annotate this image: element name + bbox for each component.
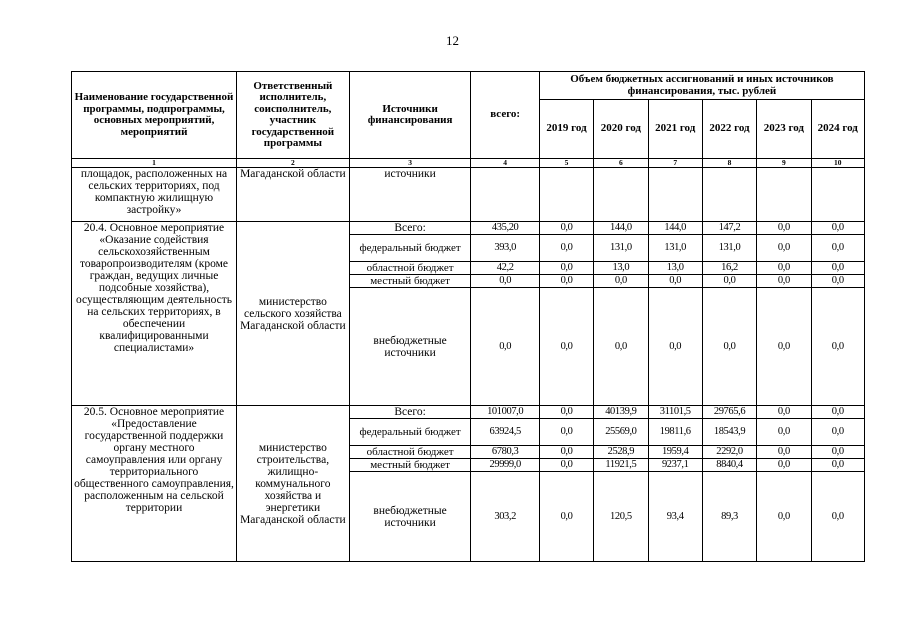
header-total: всего:	[471, 72, 539, 159]
value-cell: 0,0	[757, 459, 811, 472]
value-cell: 303,2	[471, 472, 539, 562]
column-number: 6	[594, 159, 648, 168]
value-cell: 0,0	[811, 406, 864, 419]
value-cell: 0,0	[539, 275, 593, 288]
value-cell: 31101,5	[648, 406, 702, 419]
value-cell: 0,0	[648, 288, 702, 406]
value-cell: 0,0	[757, 406, 811, 419]
value-cell: 0,0	[702, 275, 756, 288]
value-cell: 2528,9	[594, 446, 648, 459]
value-cell: 0,0	[539, 406, 593, 419]
value-cell: 40139,9	[594, 406, 648, 419]
value-cell: 0,0	[811, 262, 864, 275]
value-cell: 0,0	[811, 419, 864, 446]
value-cell: 0,0	[594, 275, 648, 288]
value-cell: 0,0	[757, 235, 811, 262]
budget-table	[71, 71, 865, 562]
source-cell: источники	[349, 168, 471, 222]
value-cell: 144,0	[594, 222, 648, 235]
value-cell: 11921,5	[594, 459, 648, 472]
value-cell: 8840,4	[702, 459, 756, 472]
value-cell: 0,0	[471, 275, 539, 288]
value-cell: 0,0	[811, 275, 864, 288]
value-cell: 0,0	[539, 446, 593, 459]
page-number: 12	[446, 33, 459, 48]
value-cell: 0,0	[811, 459, 864, 472]
value-cell: 0,0	[471, 288, 539, 406]
table-row	[72, 168, 865, 222]
header-year: 2022 год	[702, 100, 756, 159]
value-cell: 0,0	[811, 446, 864, 459]
column-number: 3	[349, 159, 471, 168]
value-cell: 19811,6	[648, 419, 702, 446]
value-cell: 0,0	[539, 459, 593, 472]
header-sources: Источники финансирования	[349, 72, 471, 159]
value-cell: 89,3	[702, 472, 756, 562]
source-cell: федеральный бюджет	[349, 419, 471, 446]
header-name: Наименование государственной программы, подпрограммы, основных мероприятий, мероприятий	[72, 72, 237, 159]
column-number: 5	[539, 159, 593, 168]
value-cell: 131,0	[648, 235, 702, 262]
column-number: 8	[702, 159, 756, 168]
header-volume: Объем бюджетных ассигнований и иных источников финансирования, тыс. рублей	[539, 72, 864, 100]
column-number: 1	[72, 159, 237, 168]
source-cell: областной бюджет	[349, 446, 471, 459]
value-cell: 2292,0	[702, 446, 756, 459]
value-cell: 131,0	[594, 235, 648, 262]
value-cell: 29999,0	[471, 459, 539, 472]
value-cell: 0,0	[648, 275, 702, 288]
value-cell: 16,2	[702, 262, 756, 275]
value-cell: 29765,6	[702, 406, 756, 419]
value-cell: 0,0	[757, 275, 811, 288]
column-number: 4	[471, 159, 539, 168]
value-cell: 0,0	[757, 419, 811, 446]
value-cell: 13,0	[594, 262, 648, 275]
value-cell: 0,0	[811, 288, 864, 406]
value-cell: 63924,5	[471, 419, 539, 446]
source-cell: местный бюджет	[349, 459, 471, 472]
value-cell: 0,0	[702, 288, 756, 406]
value-cell: 0,0	[757, 288, 811, 406]
value-cell: 0,0	[811, 235, 864, 262]
source-cell: внебюджетные источники	[349, 472, 471, 562]
source-cell: внебюджетные источники	[349, 288, 471, 406]
source-cell: Всего:	[349, 406, 471, 419]
value-cell: 0,0	[811, 222, 864, 235]
table-row	[72, 222, 865, 235]
header-year: 2021 год	[648, 100, 702, 159]
value-cell: 147,2	[702, 222, 756, 235]
value-cell: 0,0	[539, 288, 593, 406]
value-cell: 0,0	[539, 235, 593, 262]
value-cell: 0,0	[539, 472, 593, 562]
column-number: 2	[237, 159, 350, 168]
source-cell: местный бюджет	[349, 275, 471, 288]
value-cell: 0,0	[811, 472, 864, 562]
source-cell: областной бюджет	[349, 262, 471, 275]
value-cell: 393,0	[471, 235, 539, 262]
value-cell: 0,0	[539, 262, 593, 275]
value-cell: 120,5	[594, 472, 648, 562]
value-cell: 144,0	[648, 222, 702, 235]
header-year: 2019 год	[539, 100, 593, 159]
value-cell: 6780,3	[471, 446, 539, 459]
value-cell: 9237,1	[648, 459, 702, 472]
column-number: 10	[811, 159, 864, 168]
table-row	[72, 406, 865, 419]
value-cell: 0,0	[594, 288, 648, 406]
column-number-row	[72, 159, 865, 168]
value-cell: 0,0	[757, 446, 811, 459]
program-name-cell: 20.5. Основное мероприятие «Предоставление государственной поддержки органу местного самоуправления или органу территориального общественного самоуправления, расположенным на сельской территории	[72, 406, 237, 562]
value-cell: 0,0	[757, 262, 811, 275]
value-cell: 435,20	[471, 222, 539, 235]
value-cell: 13,0	[648, 262, 702, 275]
value-cell: 1959,4	[648, 446, 702, 459]
value-cell: 18543,9	[702, 419, 756, 446]
source-cell: федеральный бюджет	[349, 235, 471, 262]
header-year: 2020 год	[594, 100, 648, 159]
value-cell: 101007,0	[471, 406, 539, 419]
header-executor: Ответственный исполнитель, соисполнитель, участник государственной программы	[237, 72, 350, 159]
value-cell: 0,0	[757, 222, 811, 235]
executor-cell: министерство строительства, жилищно-коммунального хозяйства и энергетики Магаданской области	[237, 406, 350, 562]
header-year: 2024 год	[811, 100, 864, 159]
value-cell: 25569,0	[594, 419, 648, 446]
value-cell: 0,0	[539, 222, 593, 235]
program-name-cell: площадок, расположенных на сельских территориях, под компактную жилищную застройку»	[72, 168, 237, 222]
value-cell: 0,0	[539, 419, 593, 446]
source-cell: Всего:	[349, 222, 471, 235]
value-cell: 42,2	[471, 262, 539, 275]
program-name-cell: 20.4. Основное мероприятие «Оказание содействия сельскохозяйственным товаропроизводителям (кроме граждан, ведущих личные подсобные хозяйства), осуществляющим деятельность на сельских территориях, в обеспечении квалифицированными специалистами»	[72, 222, 237, 406]
executor-cell: министерство сельского хозяйства Магаданской области	[237, 222, 350, 406]
value-cell: 131,0	[702, 235, 756, 262]
executor-cell: Магаданской области	[237, 168, 350, 222]
column-number: 7	[648, 159, 702, 168]
column-number: 9	[757, 159, 811, 168]
value-cell: 93,4	[648, 472, 702, 562]
value-cell: 0,0	[757, 472, 811, 562]
header-year: 2023 год	[757, 100, 811, 159]
